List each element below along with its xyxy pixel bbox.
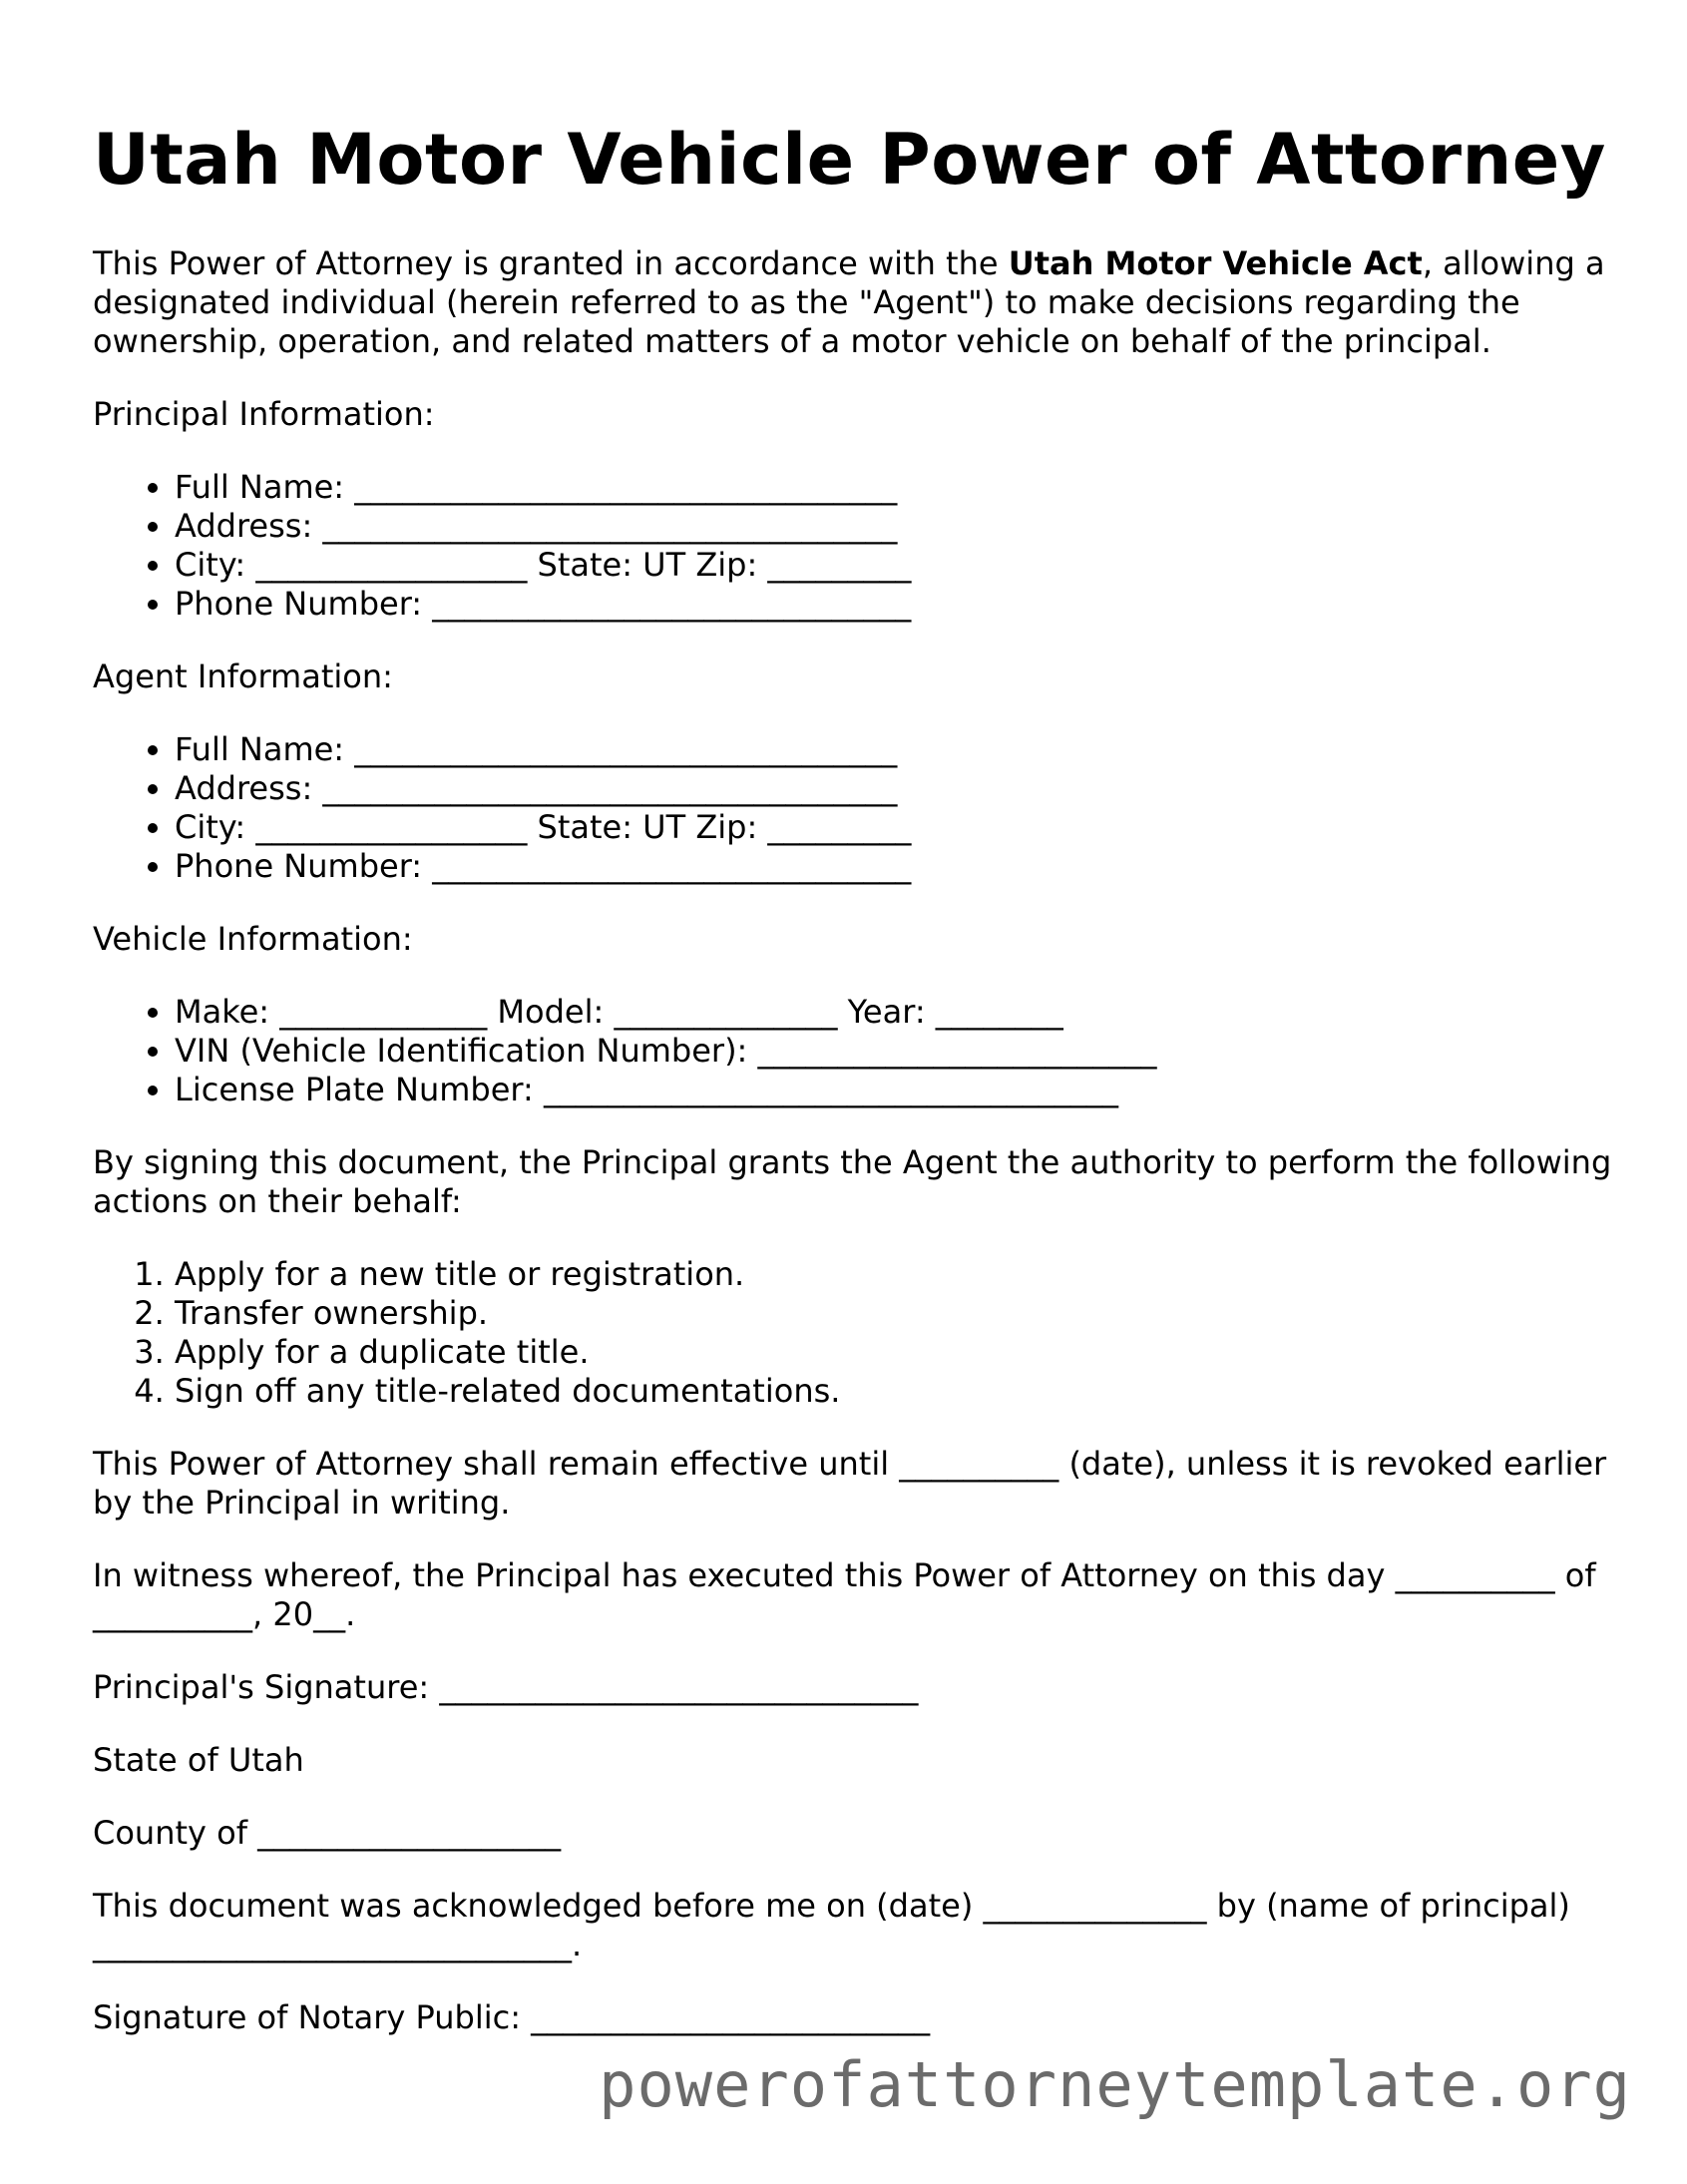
- agent-address-field[interactable]: • Address: ____________________________________: [175, 769, 1629, 808]
- principal-info-list: [93, 468, 1629, 624]
- intro-text-after: , allowing a designated individual (herein referred to as the "Agent") to make decisions regarding the ownership, operation, and related matters of a motor vehicle on behalf of the principal.: [93, 244, 1605, 360]
- action-item: 1. Apply for a new title or registration.: [175, 1255, 1629, 1294]
- document-page: [93, 0, 1629, 2037]
- intro-paragraph: [93, 244, 1629, 361]
- vehicle-vin-field[interactable]: • VIN (Vehicle Identification Number): _________________________: [175, 1032, 1629, 1071]
- state-line: State of Utah: [93, 1741, 304, 1779]
- intro-act-name: Utah Motor Vehicle Act: [1008, 244, 1423, 282]
- document-title: Utah Motor Vehicle Power of Attorney: [93, 119, 1606, 201]
- action-item: 2. Transfer ownership.: [175, 1294, 1629, 1333]
- site-watermark: powerofattorneytemplate.org: [599, 2048, 1631, 2121]
- vehicle-make-model-year-field[interactable]: • Make: _____________ Model: ______________ Year: ________: [175, 993, 1629, 1032]
- authorized-actions-list: [93, 1255, 1629, 1411]
- vehicle-info-list: [93, 993, 1629, 1109]
- principal-full-name-field[interactable]: • Full Name: __________________________________: [175, 468, 1629, 507]
- action-item: 3. Apply for a duplicate title.: [175, 1333, 1629, 1372]
- vehicle-license-plate-field[interactable]: • License Plate Number: ____________________________________: [175, 1071, 1629, 1109]
- witness-paragraph[interactable]: In witness whereof, the Principal has executed this Power of Attorney on this day __________ of __________, 20__.: [93, 1556, 1596, 1633]
- intro-text-before: This Power of Attorney is granted in accordance with the: [93, 244, 1009, 282]
- principal-phone-field[interactable]: • Phone Number: ______________________________: [175, 585, 1629, 624]
- agent-info-list: [93, 730, 1629, 886]
- principal-address-field[interactable]: • Address: ____________________________________: [175, 507, 1629, 546]
- agent-phone-field[interactable]: • Phone Number: ______________________________: [175, 847, 1629, 886]
- county-line[interactable]: County of ___________________: [93, 1814, 562, 1852]
- principal-signature-line[interactable]: Principal's Signature: ______________________________: [93, 1668, 919, 1706]
- notary-signature-line[interactable]: Signature of Notary Public: _________________________: [93, 1998, 931, 2036]
- effective-date-paragraph[interactable]: This Power of Attorney shall remain effective until __________ (date), unless it is revoked earlier by the Principal in writing.: [93, 1445, 1607, 1522]
- action-item: 4. Sign off any title-related documentations.: [175, 1372, 1629, 1411]
- vehicle-heading: Vehicle Information:: [93, 920, 413, 958]
- principal-heading: Principal Information:: [93, 395, 435, 433]
- agent-city-state-zip-field[interactable]: • City: _________________ State: UT Zip: _________: [175, 808, 1629, 847]
- agent-heading: Agent Information:: [93, 657, 393, 695]
- agent-full-name-field[interactable]: • Full Name: __________________________________: [175, 730, 1629, 769]
- principal-city-state-zip-field[interactable]: • City: _________________ State: UT Zip: _________: [175, 546, 1629, 585]
- acknowledgment-paragraph[interactable]: This document was acknowledged before me on (date) ______________ by (name of principal) ______________________________.: [93, 1887, 1570, 1964]
- grant-paragraph: By signing this document, the Principal grants the Agent the authority to perform the following actions on their behalf:: [93, 1143, 1612, 1220]
